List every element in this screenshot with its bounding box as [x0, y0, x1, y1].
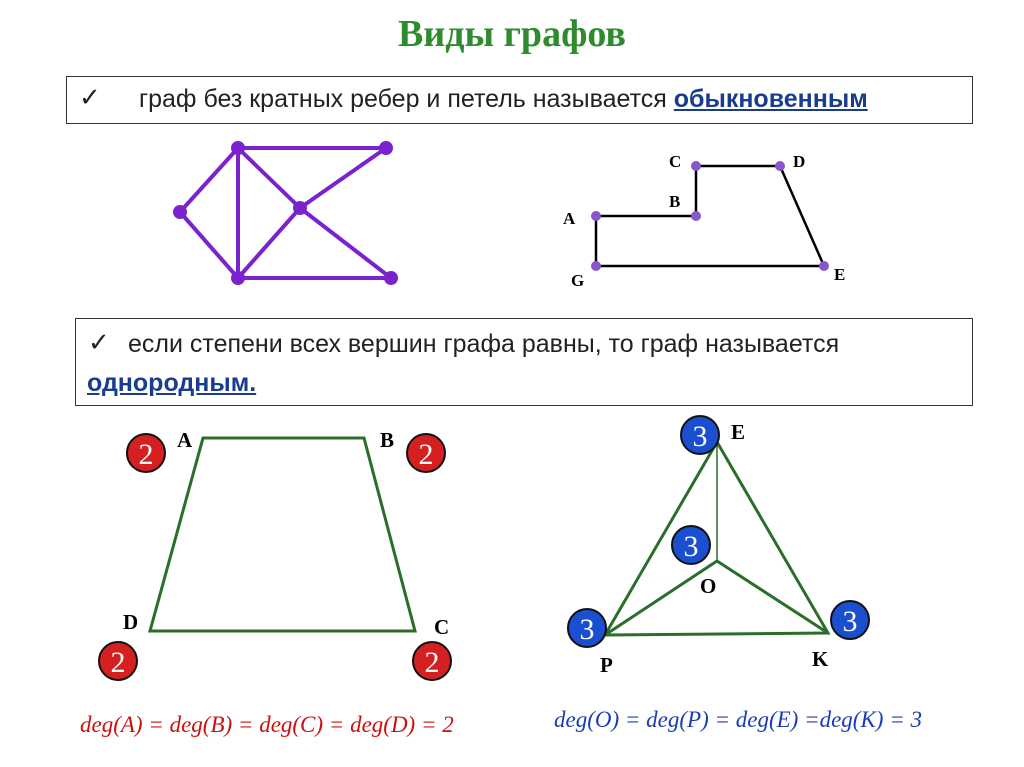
degree-badge-e [681, 416, 719, 454]
graph-vertex [231, 141, 245, 155]
degree-badge-b [407, 434, 445, 472]
graph-vertex [293, 201, 307, 215]
svg-text:2: 2 [424, 646, 440, 679]
graph-edge [605, 561, 717, 635]
vertex-label-p: P [600, 653, 613, 677]
polygon-graph-example [596, 166, 824, 266]
degree-badge-k [831, 601, 869, 639]
ordinary-graph-example [180, 148, 391, 278]
vertex-label-c: C [669, 152, 682, 171]
graph-edge [180, 148, 238, 212]
svg-text:2: 2 [138, 438, 154, 471]
svg-text:3: 3 [579, 613, 595, 646]
svg-text:3: 3 [692, 420, 708, 453]
svg-text:3: 3 [683, 530, 699, 563]
vertex-label-d: D [123, 610, 139, 634]
vertex-label-o: O [700, 574, 717, 598]
trapezoid-graph [150, 438, 415, 631]
vertex-label-e: E [834, 265, 846, 284]
vertex-label-d: D [793, 152, 806, 171]
vertex-d [775, 161, 785, 171]
vertex-label-b: B [669, 192, 681, 211]
term-ordinary: обыкновенным [673, 85, 868, 113]
graph-edge [180, 212, 238, 278]
vertex-a [591, 211, 601, 221]
graph-edge [300, 148, 386, 208]
degree-badge-o [672, 526, 710, 564]
vertex-label-c: C [434, 615, 450, 639]
page-title: Виды графов [398, 13, 626, 55]
graph-vertex [231, 271, 245, 285]
vertex-label-g: G [571, 271, 585, 290]
graph-edge [717, 561, 828, 633]
svg-text:3: 3 [842, 605, 858, 638]
term-regular: однородным. [87, 369, 257, 397]
vertex-g [591, 261, 601, 271]
graph-edge [300, 208, 391, 278]
vertex-b [691, 211, 701, 221]
check-icon: ✓ [88, 327, 110, 357]
triangle-graph [605, 442, 828, 635]
vertex-label-k: K [812, 647, 829, 671]
vertex-e [819, 261, 829, 271]
vertex-label-b: B [380, 428, 395, 452]
graph-vertex [379, 141, 393, 155]
svg-text:2: 2 [418, 438, 434, 471]
graph-edge [238, 148, 300, 208]
graph-vertex [173, 205, 187, 219]
degree-badge-d [99, 642, 137, 680]
degree-equation-trapezoid: deg(A) = deg(B) = deg(C) = deg(D) = 2 [80, 712, 454, 737]
vertex-c [691, 161, 701, 171]
degree-badge-c [413, 642, 451, 680]
graph-edge [596, 166, 824, 266]
degree-badge-p [568, 609, 606, 647]
svg-text:2: 2 [110, 646, 126, 679]
vertex-label-a: A [563, 209, 576, 228]
graph-edge [238, 208, 300, 278]
check-icon: ✓ [79, 82, 101, 112]
degree-badge-a [127, 434, 165, 472]
definition-sentence: граф без кратных ребер и петель называется [139, 85, 667, 113]
vertex-label-a: A [177, 428, 193, 452]
degree-equation-triangle: deg(O) = deg(P) = deg(E) =deg(K) = 3 [554, 707, 922, 732]
definition-sentence: если степени всех вершин графа равны, то граф называется [128, 330, 840, 358]
vertex-label-e: E [731, 420, 746, 444]
graph-vertex [384, 271, 398, 285]
